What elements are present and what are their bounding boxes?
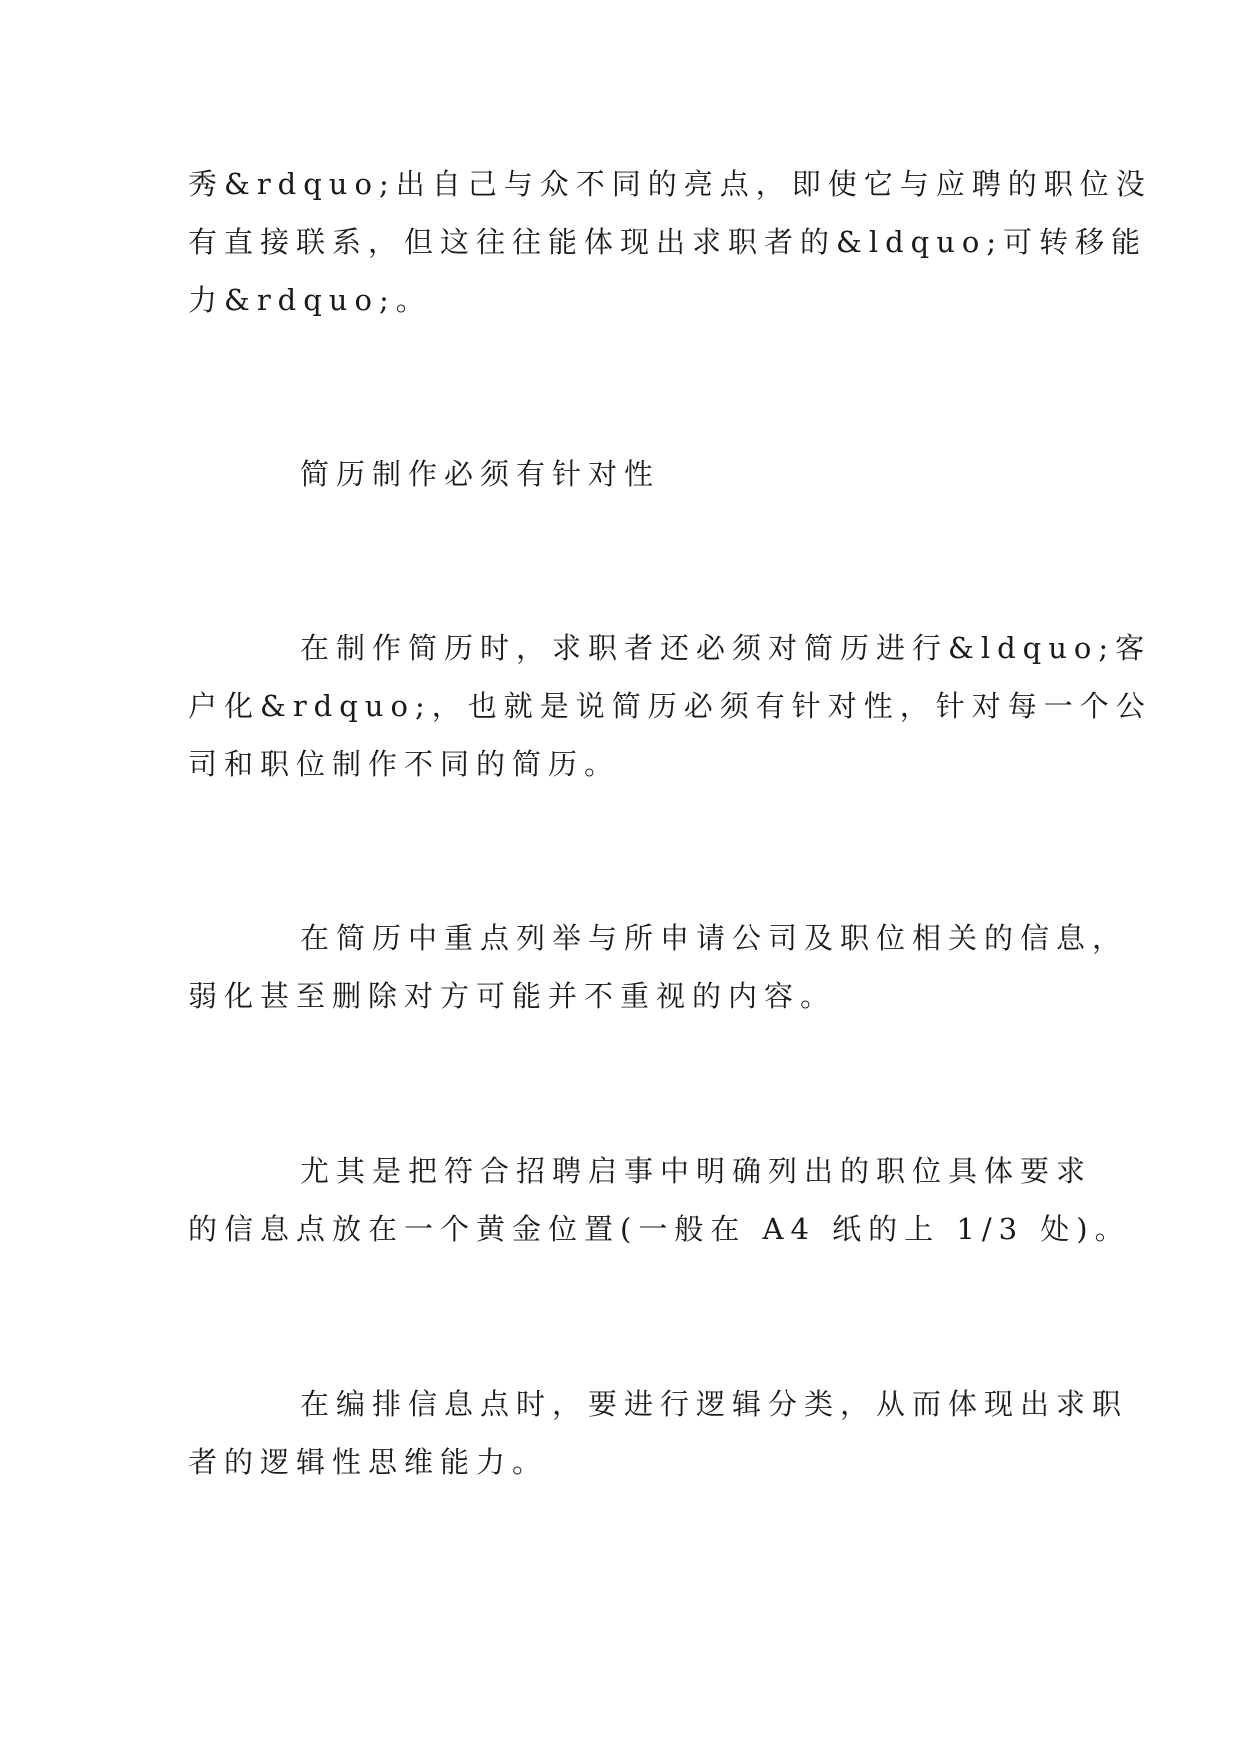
paragraph-line: 的信息点放在一个黄金位置(一般在 A4 纸的上 1/3 处)。 [188, 1212, 1131, 1246]
paragraph-line: 秀&rdquo;出自己与众不同的亮点，即使它与应聘的职位没 [188, 167, 1152, 201]
paragraph-line: 弱化甚至删除对方可能并不重视的内容。 [188, 979, 837, 1013]
paragraph-line: 在简历中重点列举与所申请公司及职位相关的信息， [300, 921, 1129, 955]
paragraph-line: 在制作简历时，求职者还必须对简历进行&ldquo;客 [300, 631, 1152, 665]
paragraph-line: 力&rdquo;。 [188, 283, 432, 317]
section-heading: 简历制作必须有针对性 [300, 457, 661, 491]
paragraph-line: 司和职位制作不同的简历。 [188, 747, 621, 781]
paragraph-line: 者的逻辑性思维能力。 [188, 1445, 549, 1479]
paragraph-line: 在编排信息点时，要进行逻辑分类，从而体现出求职 [300, 1387, 1129, 1421]
paragraph-line: 尤其是把符合招聘启事中明确列出的职位具体要求 [300, 1154, 1093, 1188]
paragraph-line: 有直接联系，但这往往能体现出求职者的&ldquo;可转移能 [188, 225, 1148, 259]
paragraph-line: 户化&rdquo;，也就是说简历必须有针对性，针对每一个公 [188, 689, 1152, 723]
